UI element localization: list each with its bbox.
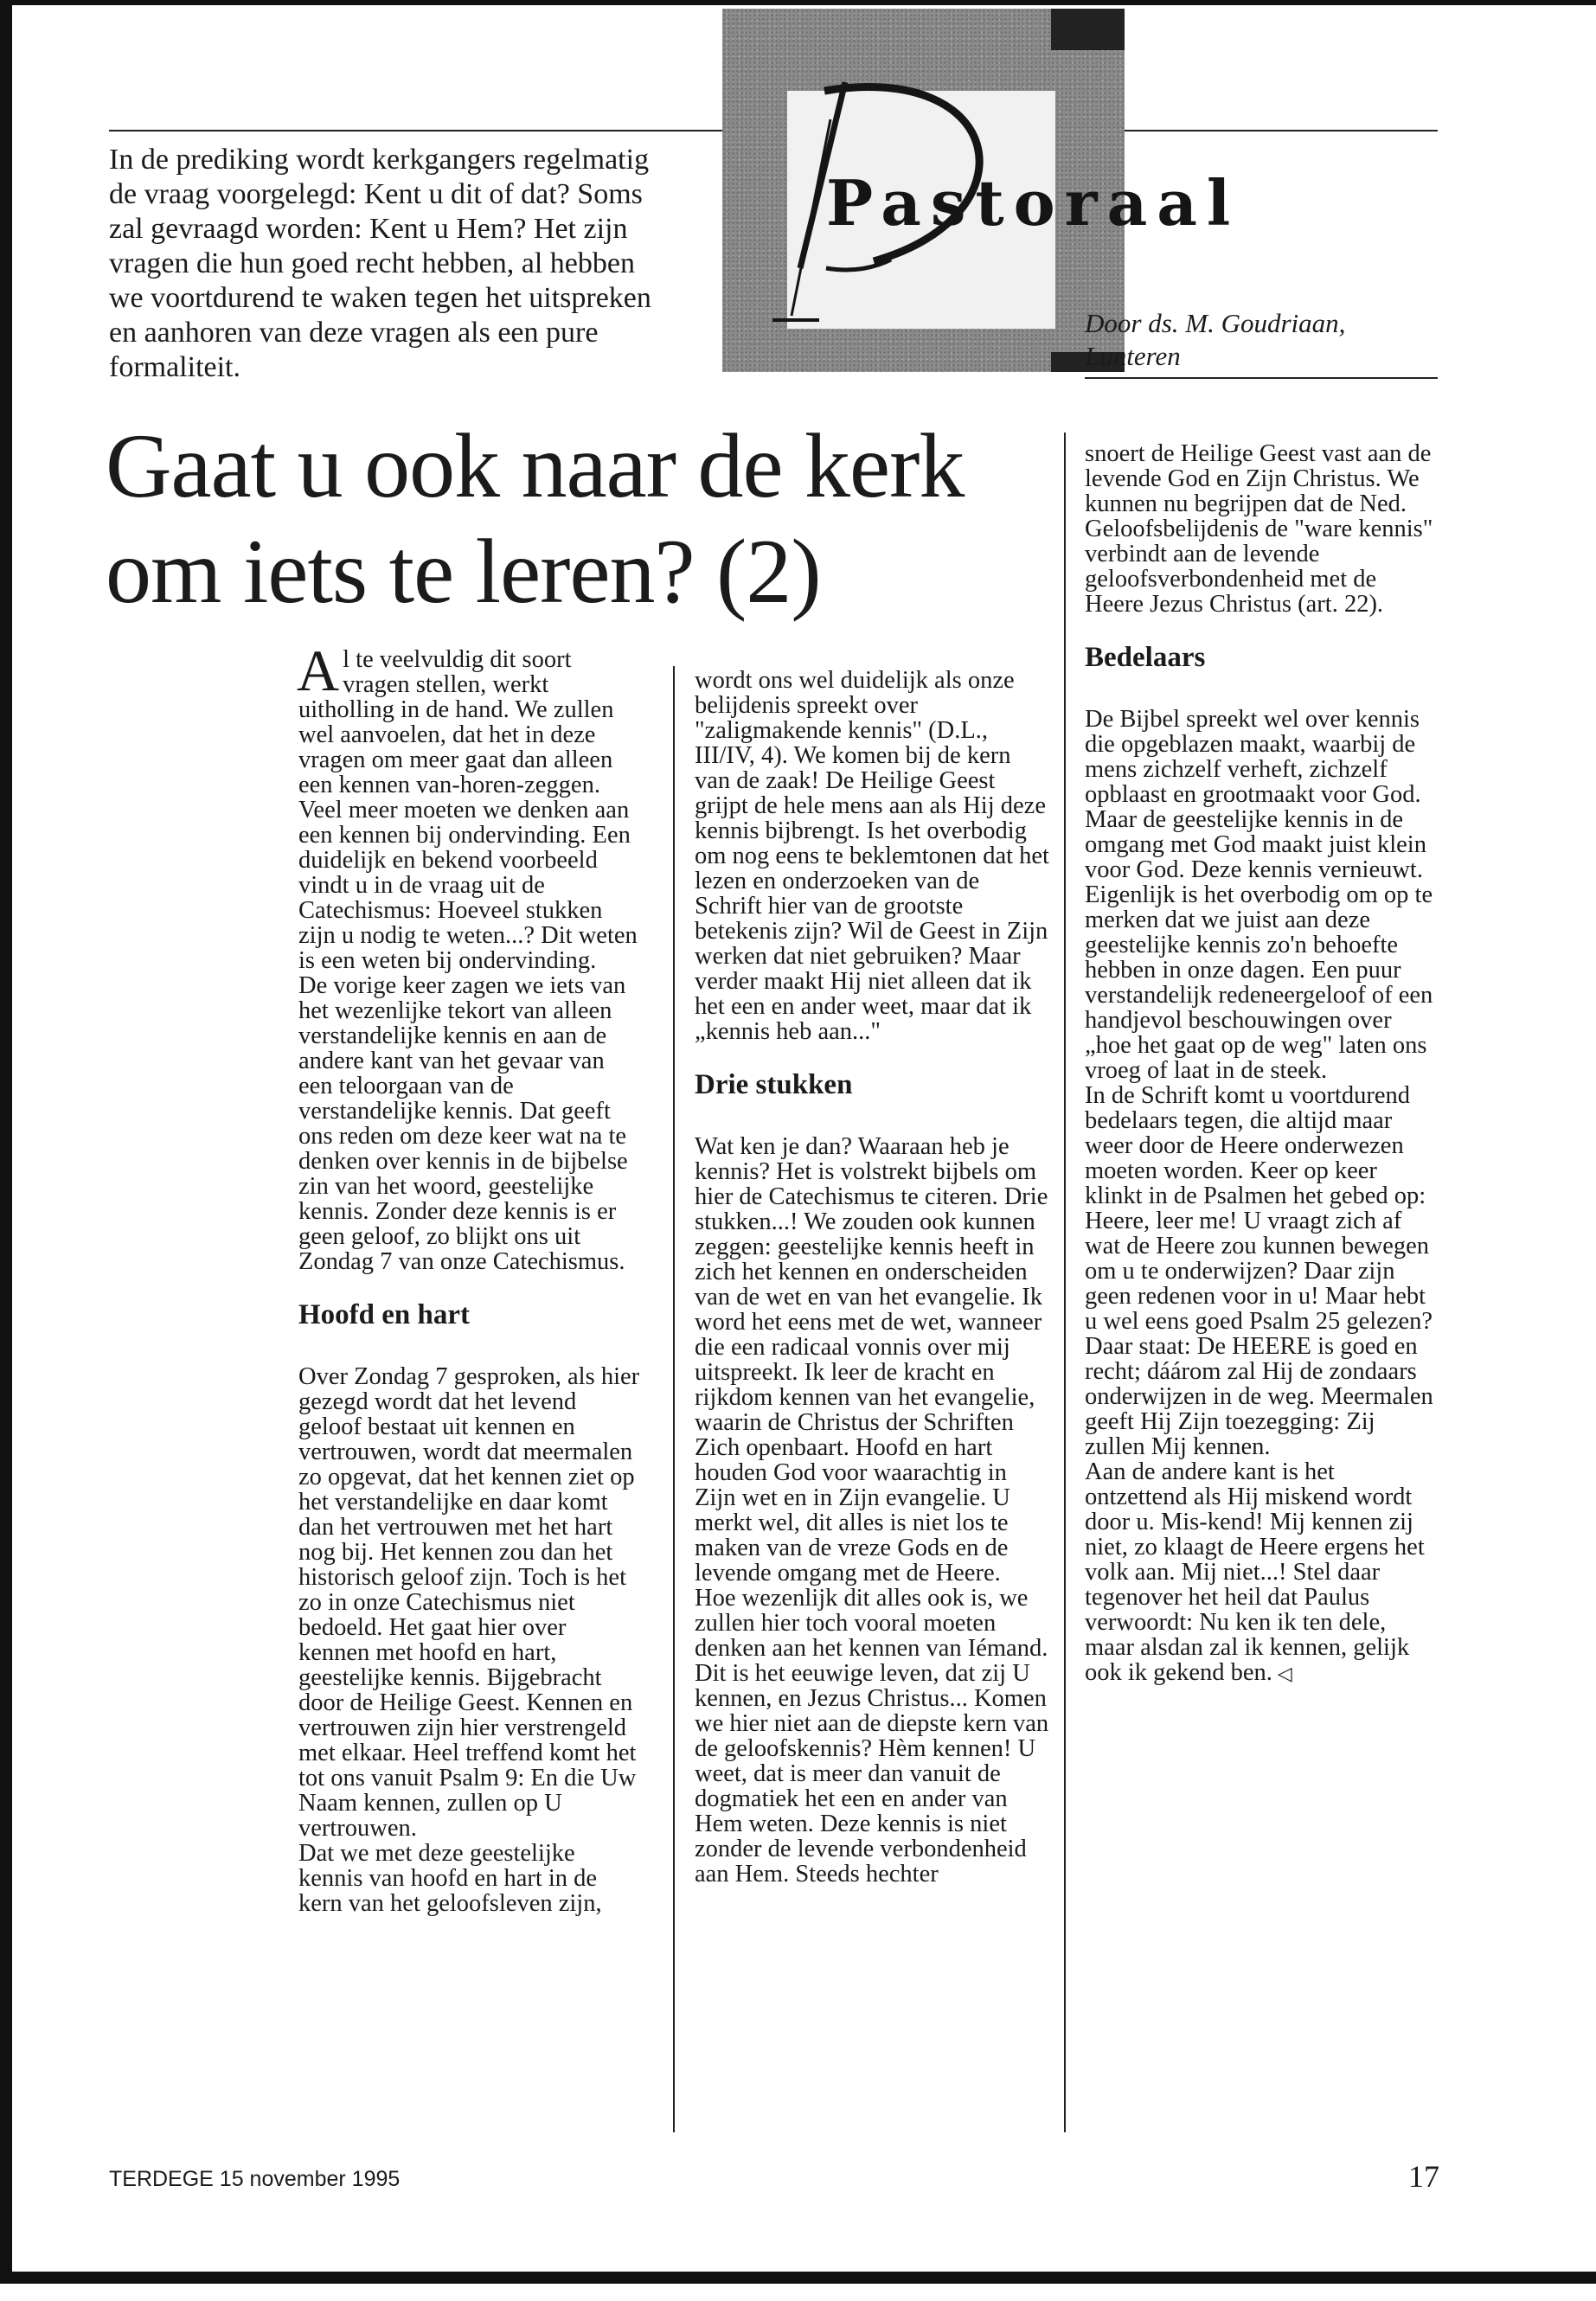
paragraph: Wat ken je dan? Waaraan heb je kennis? Het is volstrekt bijbels om hier de Catechismus te citeren. Drie stukken...! We zouden ook kunnen zeggen: geestelijke kennis heeft in zich het kennen en onderscheiden van de wet en van het evangelie. Ik word het eens met de wet, wanneer die een radicaal vonnis over mij uitspreekt. Ik leer de kracht en rijkdom kennen van het evangelie, waarin de Christus der Schriften Zich openbaart. Hoofd en hart houden God voor waarachtig in Zijn wet en in Zijn evangelie. U merkt wel, dit alles is niet los te maken van de vreze Gods en de levende omgang met de Heere. — [695, 1133, 1048, 1586]
title-line-2: om iets te leren? (2) — [106, 521, 821, 622]
column-1 — [297, 638, 643, 1917]
page-frame-bottom — [0, 2272, 1596, 2284]
paragraph-text: l te veelvuldig dit soort vragen stellen, werkt uitholling in de hand. We zullen wel aanvoelen, dat het in deze vragen om meer gaat dan alleen een kennen van-horen-zeggen. Veel meer moeten we denken aan een kennen bij ondervinding. Een duidelijk en bekend voorbeeld vindt u in de vraag uit de Catechismus: Hoeveel stukken zijn u nodig te weten...? Dit weten is een weten bij ondervinding. — [298, 646, 638, 974]
column-divider — [1064, 433, 1066, 2132]
header-rule-bottom — [1085, 377, 1438, 379]
paragraph: Hoe wezenlijk dit alles ook is, we zullen hier toch vooral moeten denken aan het kennen van Iémand. Dit is het eeuwige leven, dat zij U kennen, en Jezus Christus... Komen we hier niet aan de diepste kern van de geloofskennis? Hèm kennen! U weet, dat is meer dan vanuit de dogmatiek het een en ander van Hem weten. Deze kennis is niet zonder de levende verbondenheid aan Hem. Steeds hechter — [695, 1585, 1049, 1888]
paragraph — [1085, 1459, 1439, 1686]
byline-place: Lunteren — [1085, 341, 1181, 371]
paragraph: In de Schrift komt u voortdurend bedelaars tegen, die altijd maar weer door de Heere onderwezen moeten worden. Keer op keer klinkt in de Psalmen het gebed op: Heere, leer me! U vraagt zich af wat de Heere zou kunnen bewegen om u te onderwijzen? Daar zijn geen redenen voor in u! Maar hebt u wel eens goed Psalm 25 gelezen? Daar staat: De HEERE is goed en recht; dáárom zal Hij de zondaars onderwijzen in de weg. Meermalen geeft Hij Zijn toezegging: Zij zullen Mij kennen. — [1085, 1082, 1433, 1460]
byline — [1085, 307, 1345, 373]
column-2 — [695, 668, 1049, 1887]
rubric-word: Pastoraal — [826, 166, 1240, 240]
footer-publication: TERDEGE 15 november 1995 — [109, 2167, 401, 2191]
page-frame-left — [0, 0, 12, 2284]
paragraph: wordt ons wel duidelijk als onze belijdenis spreekt over "zaligmakende kennis" (D.L., III/IV, 4). We komen bij de kern van de zaak! De Heilige Geest grijpt de hele mens aan als Hij deze kennis bijbrengt. Is het overbodig om nog eens te beklemtonen dat het lezen en onderzoeken van de Schrift hier van de grootste betekenis zijn? Wil de Geest in Zijn werken dat niet gebruiken? Maar verder maakt Hij niet alleen dat ik het een en ander weet, maar dat ik „kennis heb aan..." — [695, 667, 1049, 1045]
title-line-1: Gaat u ook naar de kerk — [106, 415, 965, 516]
header-rule-left — [109, 130, 725, 131]
page-frame-top — [0, 0, 1596, 5]
section-heading: Bedelaars — [1085, 642, 1206, 673]
paragraph: De vorige keer zagen we iets van het wezenlijke tekort van alleen verstandelijke kennis en aan de andere kant van het gevaar van een teloorgaan van de verstandelijke kennis. Dat geeft ons reden om deze keer wat na te denken over kennis in de bijbelse zin van het woord, geestelijke kennis. Zonder deze kennis is er geen geloof, zo blijkt ons uit Zondag 7 van onze Catechismus. — [298, 972, 628, 1275]
column-3 — [1085, 441, 1439, 1686]
article-title — [106, 413, 1040, 625]
paragraph-text: Aan de andere kant is het ontzettend als Hij miskend wordt door u. Mis-kend! Mij kennen zij niet, zo klaagt de Heere ergens het volk aan. Mij niet...! Stel daar tegenover het heil dat Paulus verwoordt: Nu ken ik ten dele, maar alsdan zal ik kennen, gelijk ook ik gekend ben. — [1085, 1458, 1425, 1686]
intro-text: In de prediking wordt kerkgangers regelmatig de vraag voorgelegd: Kent u dit of dat? Soms zal gevraagd worden: Kent u Hem? Het zijn vragen die hun goed recht hebben, al hebben we voortdurend te waken tegen het uitspreken en aanhoren van deze vragen als een pure formaliteit. — [109, 144, 651, 383]
page-number: 17 — [1408, 2159, 1439, 2194]
paragraph: De Bijbel spreekt wel over kennis die opgeblazen maakt, waarbij de mens zichzelf verheft, zichzelf opblaast en grootmaakt voor God. Maar de geestelijke kennis in de omgang met God maakt juist klein voor God. Deze kennis vernieuwt. Eigenlijk is het overbodig om op te merken dat we juist aan deze geestelijke kennis zo'n behoefte hebben in onze dagen. Een puur verstandelijk redeneergeloof of een handjevol beschouwingen over „hoe het gaat op de weg" laten ons vroeg of laat in de steek. — [1085, 706, 1433, 1084]
byline-author: Door ds. M. Goudriaan, — [1085, 308, 1346, 338]
end-mark-icon: ◁ — [1277, 1663, 1292, 1684]
paragraph: Dat we met deze geestelijke kennis van hoofd en hart in de kern van het geloofsleven zijn, — [298, 1840, 602, 1917]
drop-cap: A — [297, 638, 340, 703]
paragraph — [297, 638, 643, 974]
paragraph: Over Zondag 7 gesproken, als hier gezegd wordt dat het levend geloof bestaat uit kennen en vertrouwen, wordt dat meermalen zo opgevat, dat het kennen ziet op het verstandelijke en daar komt dan het vertrouwen met het hart nog bij. Het kennen zou dan het historisch geloof zijn. Toch is het zo in onze Catechismus niet bedoeld. Het gaat hier over kennen met hoofd en hart, geestelijke kennis. Bijgebracht door de Heilige Geest. Kennen en vertrouwen zijn hier verstrengeld met elkaar. Heel treffend komt het tot ons vanuit Psalm 9: En die Uw Naam kennen, zullen op U vertrouwen. — [298, 1363, 640, 1842]
paragraph: snoert de Heilige Geest vast aan de levende God en Zijn Christus. We kunnen nu begrijpen dat de Ned. Geloofsbelijdenis de "ware kennis" verbindt aan de levende geloofsverbondenheid met de Heere Jezus Christus (art. 22). — [1085, 440, 1433, 618]
section-heading: Hoofd en hart — [298, 1299, 470, 1330]
column-divider — [673, 666, 675, 2132]
section-heading: Drie stukken — [695, 1069, 853, 1100]
header-rule-right — [1125, 130, 1438, 131]
